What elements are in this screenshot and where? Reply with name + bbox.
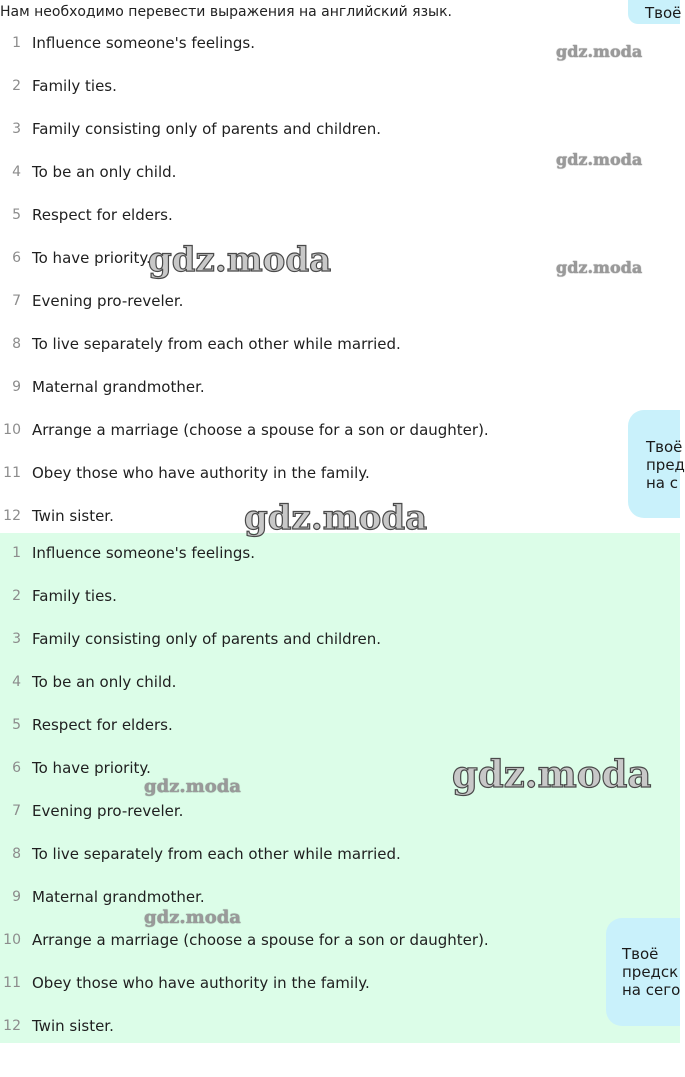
item-number: 8 (12, 336, 21, 352)
item-text: Respect for elders. (32, 206, 173, 224)
watermark: gdz.moda (144, 776, 241, 797)
item-number: 12 (3, 508, 21, 524)
item-text: Influence someone's feelings. (32, 544, 256, 562)
list-item (0, 367, 680, 410)
item-number: 9 (12, 889, 21, 905)
item-text: Evening pro-reveler. (32, 802, 184, 820)
item-number: 5 (12, 207, 21, 223)
watermark: gdz.moda (556, 150, 643, 169)
item-text: Influence someone's feelings. (32, 34, 256, 52)
list-item (0, 195, 680, 238)
list-item (0, 791, 680, 834)
bubble-line: предск (622, 963, 679, 981)
list-item (0, 1006, 680, 1049)
list-item (0, 619, 680, 662)
item-text: Family consisting only of parents and children. (32, 120, 382, 138)
item-text: To live separately from each other while married. (32, 335, 401, 353)
bubble-line: Твоё (622, 945, 659, 963)
bubble-line: на сего (622, 981, 681, 999)
list-item (0, 834, 680, 877)
watermark: gdz.moda (556, 258, 643, 277)
item-number: 10 (3, 422, 21, 438)
watermark-large: gdz.moda (244, 498, 428, 538)
item-text: Family ties. (32, 77, 117, 95)
item-number: 4 (12, 674, 21, 690)
item-number: 1 (12, 545, 21, 561)
item-text: Maternal grandmother. (32, 888, 205, 906)
promo-bubble[interactable] (628, 0, 680, 24)
bubble-line: пред (646, 456, 685, 474)
item-text: Arrange a marriage (choose a spouse for a son or daughter). (32, 421, 489, 439)
bubble-line: Твоё (645, 4, 682, 22)
item-text: To be an only child. (32, 673, 177, 691)
list-item (0, 410, 680, 453)
watermark: gdz.moda (144, 907, 241, 928)
item-text: Evening pro-reveler. (32, 292, 184, 310)
item-text: Respect for elders. (32, 716, 173, 734)
list-item (0, 281, 680, 324)
list-item (0, 576, 680, 619)
item-number: 6 (12, 250, 21, 266)
list-item (0, 662, 680, 705)
list-item (0, 109, 680, 152)
promo-bubble[interactable] (606, 918, 680, 1026)
list-item (0, 877, 680, 920)
item-number: 2 (12, 78, 21, 94)
item-number: 6 (12, 760, 21, 776)
item-number: 3 (12, 121, 21, 137)
item-text: Obey those who have authority in the family. (32, 974, 370, 992)
item-number: 1 (12, 35, 21, 51)
list-item (0, 324, 680, 367)
list-item (0, 453, 685, 496)
item-number: 7 (12, 803, 21, 819)
item-number: 11 (3, 975, 21, 991)
watermark: gdz.moda (556, 42, 643, 61)
intro-text: Нам необходимо перевести выражения на английский язык. (0, 4, 452, 20)
item-text: To live separately from each other while married. (32, 845, 401, 863)
item-text: Family ties. (32, 587, 117, 605)
bubble-line: на с (646, 474, 679, 492)
item-text: Family consisting only of parents and children. (32, 630, 382, 648)
item-number: 11 (3, 465, 21, 481)
watermark-large: gdz.moda (452, 752, 652, 796)
list-item (0, 705, 680, 748)
list-item (0, 920, 680, 963)
watermark-large: gdz.moda (148, 240, 332, 280)
item-number: 5 (12, 717, 21, 733)
item-text: Maternal grandmother. (32, 378, 205, 396)
item-text: Twin sister. (32, 507, 114, 525)
list-item (0, 66, 680, 109)
item-number: 2 (12, 588, 21, 604)
promo-bubble[interactable] (628, 410, 685, 518)
expression-list (0, 23, 685, 535)
item-number: 4 (12, 164, 21, 180)
list-item (0, 963, 680, 1006)
item-text: To have priority. (32, 759, 151, 777)
item-number: 12 (3, 1018, 21, 1034)
item-number: 8 (12, 846, 21, 862)
list-item (0, 533, 680, 576)
item-text: Twin sister. (32, 1017, 114, 1035)
item-text: Arrange a marriage (choose a spouse for a son or daughter). (32, 931, 489, 949)
item-number: 3 (12, 631, 21, 647)
item-number: 10 (3, 932, 21, 948)
item-text: To be an only child. (32, 163, 177, 181)
item-number: 9 (12, 379, 21, 395)
bubble-line: Твоё (646, 438, 683, 456)
item-number: 7 (12, 293, 21, 309)
item-text: Obey those who have authority in the family. (32, 464, 370, 482)
item-text: To have priority. (32, 249, 151, 267)
